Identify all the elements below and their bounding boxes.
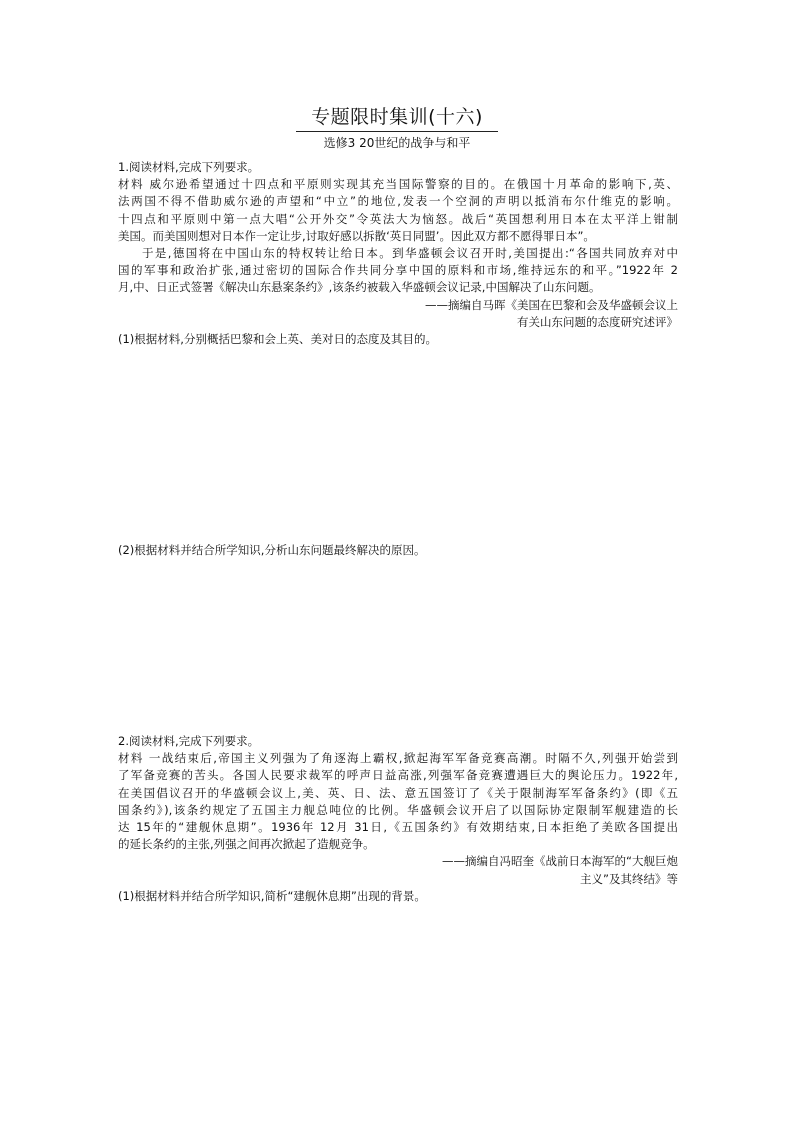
question-2-material-line: 材料 一战结束后,帝国主义列强为了角逐海上霸权,掀起海军军备竞赛高潮。时隔不久,列强开始尝到 xyxy=(118,751,678,766)
question-1-part-2 xyxy=(118,542,678,559)
question-2-source-line: ——摘编自冯昭奎《战前日本海军的“大舰巨炮 xyxy=(442,854,678,869)
question-1-material-line: 十四点和平原则中第一点大唱“公开外交”令英法大为恼怒。战后“英国想利用日本在太平洋上钳制 xyxy=(118,211,678,226)
title-underline xyxy=(296,131,498,132)
page-subtitle: 选修3 20世纪的战争与和平 xyxy=(323,136,471,150)
question-2-material-line: 国条约》),该条约规定了五国主力舰总吨位的比例。华盛顿会议开启了以国际协定限制军舰建造的长 xyxy=(118,802,678,817)
question-2-material-line: 了军备竞赛的苦头。各国人民要求裁军的呼声日益高涨,列强军备竞赛遭遇巨大的舆论压力。1922年, xyxy=(118,768,678,783)
question-1-source-line: 有关山东问题的态度研究述评》 xyxy=(517,314,678,329)
question-1-material-line: 国的军事和政治扩张,通过密切的国际合作共同分享中国的原料和市场,维持远东的和平。”1922年 2 xyxy=(118,263,678,278)
question-2-material-line: 在美国倡议召开的华盛顿会议上,美、英、日、法、意五国签订了《关于限制海军军备条约》(即《五 xyxy=(118,785,678,800)
question-1-material-line: 月,中、日正式签署《解决山东悬案条约》,该条约被载入华盛顿会议记录,中国解决了山东问题。 xyxy=(118,280,601,295)
question-1-material-line: 材料 威尔逊希望通过十四点和平原则实现其充当国际警察的目的。在俄国十月革命的影响下,英、 xyxy=(118,177,678,192)
question-1-sub-2: (2)根据材料并结合所学知识,分析山东问题最终解决的原因。 xyxy=(118,543,426,557)
question-2-material-line: 的延长条约的主张,列强之间再次掀起了造舰竞争。 xyxy=(118,837,375,852)
question-2-source-line: 主义”及其终结》等 xyxy=(580,871,678,886)
question-1 xyxy=(118,159,678,348)
question-2-material-line: 达 15年的“建舰休息期”。1936年 12月 31日,《五国条约》有效期结束,日本拒绝了美欧各国提出 xyxy=(118,820,678,835)
question-2-sub-1: (1)根据材料并结合所学知识,简析“建舰休息期”出现的背景。 xyxy=(118,888,426,903)
question-2 xyxy=(118,733,678,905)
question-1-material-line: 美国。而美国则想对日本作一定让步,讨取好感以拆散‘英日同盟’。因此双方都不愿得罪日本”。 xyxy=(118,228,595,243)
question-1-material-line: 法两国不得不借助威尔逊的声望和“中立”的地位,发表一个空洞的声明以抵消布尔什维克的影响。 xyxy=(118,194,678,209)
question-1-material-line: 于是,德国将在中国山东的特权转让给日本。到华盛顿会议召开时,美国提出:“各国共同放弃对中 xyxy=(142,246,678,261)
question-2-stem: 2.阅读材料,完成下列要求。 xyxy=(118,734,260,748)
question-1-source-line: ——摘编自马晖《美国在巴黎和会及华盛顿会议上 xyxy=(425,297,678,312)
question-1-sub-1: (1)根据材料,分别概括巴黎和会上英、美对日的态度及其目的。 xyxy=(118,332,437,347)
question-1-stem: 1.阅读材料,完成下列要求。 xyxy=(118,160,260,174)
page-title: 专题限时集训(十六) xyxy=(311,106,483,128)
